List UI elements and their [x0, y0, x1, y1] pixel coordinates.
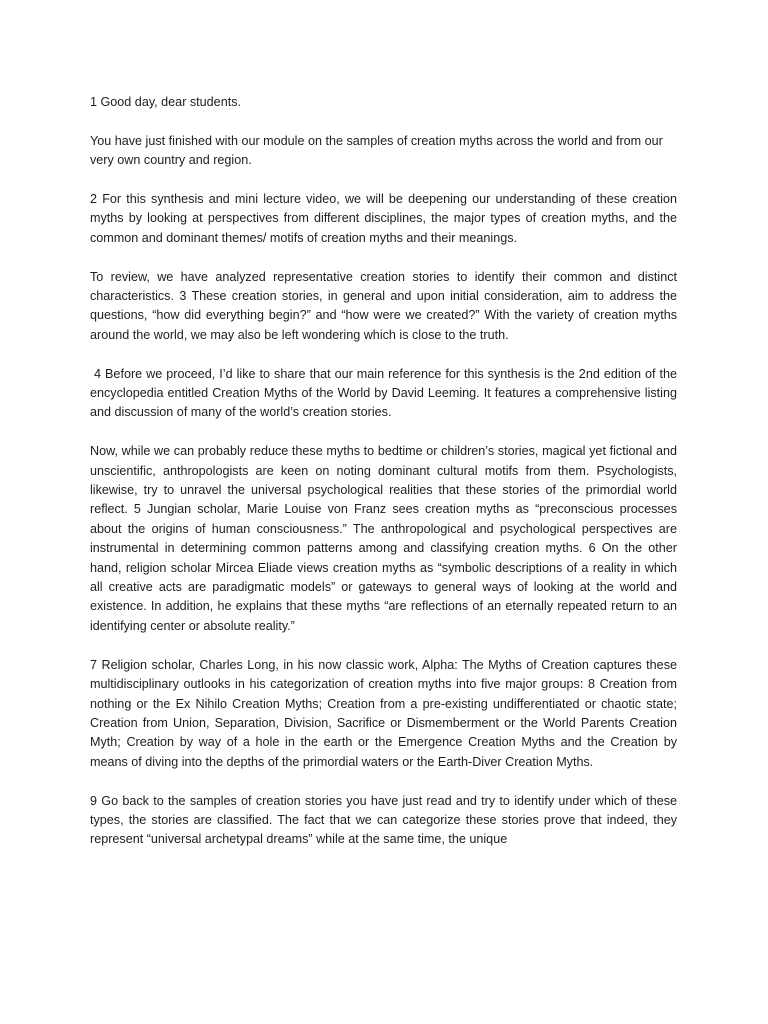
paragraph-activity: 9 Go back to the samples of creation stories you have just read and try to identify under which of these types, the stories are classified. The fact that we can categorize these stories prove that indeed, they represent “universal archetypal dreams” while at the same time, the unique — [90, 793, 677, 847]
paragraph-greeting: 1 Good day, dear students. — [90, 95, 241, 109]
paragraph-module-recap: You have just finished with our module on the samples of creation myths across the world and from our very own country and region. — [90, 133, 663, 168]
paragraph-reference: 4 Before we proceed, I’d like to share that our main reference for this synthesis is the 2nd edition of the encyclopedia entitled Creation Myths of the World by David Leeming. It features a comprehensive listing and discussion of many of the world’s creation stories. — [90, 366, 677, 420]
paragraph-review: To review, we have analyzed representative creation stories to identify their common and distinct characteristics. 3 These creation stories, in general and upon initial consideration, aim to address the questions, “how did everything begin?” and “how were we created?” With the variety of creation myths around the world, we may also be left wondering which is close to the truth. — [90, 269, 677, 342]
document-page — [90, 93, 677, 869]
paragraph-perspectives: Now, while we can probably reduce these myths to bedtime or children’s stories, magical yet fictional and unscientific, anthropologists are keen on noting dominant cultural motifs from them. Psychologists, likewise, try to unravel the universal psychological realities that these stories of the primordial world reflect. 5 Jungian scholar, Marie Louise von Franz sees creation myths as “preconscious processes about the origins of human consciousness.” The anthropological and psychological perspectives are instrumental in determining common patterns among and classifying creation myths. 6 On the other hand, religion scholar Mircea Eliade views creation myths as “symbolic descriptions of a reality in which all creative acts are paradigmatic models” or gateways to general ways of looking at the world and existence. In addition, he explains that these myths “are reflections of an eternally repeated return to an identifying center or absolute reality.” — [90, 444, 677, 633]
paragraph-categorization: 7 Religion scholar, Charles Long, in his now classic work, Alpha: The Myths of Creation captures these multidisciplinary outlooks in his categorization of creation myths into five major groups: 8 Creation from nothing or the Ex Nihilo Creation Myths; Creation from a pre-existing undifferentiated or chaotic state; Creation from Union, Separation, Division, Sacrifice or Dismemberment or the World Parents Creation Myth; Creation by way of a hole in the earth or the Emergence Creation Myths and the Creation by means of diving into the depths of the primordial waters or the Earth-Diver Creation Myths. — [90, 657, 677, 769]
paragraph-synthesis-intro: 2 For this synthesis and mini lecture video, we will be deepening our understanding of these creation myths by looking at perspectives from different disciplines, the major types of creation myths, and the common and dominant themes/ motifs of creation myths and their meanings. — [90, 192, 677, 245]
